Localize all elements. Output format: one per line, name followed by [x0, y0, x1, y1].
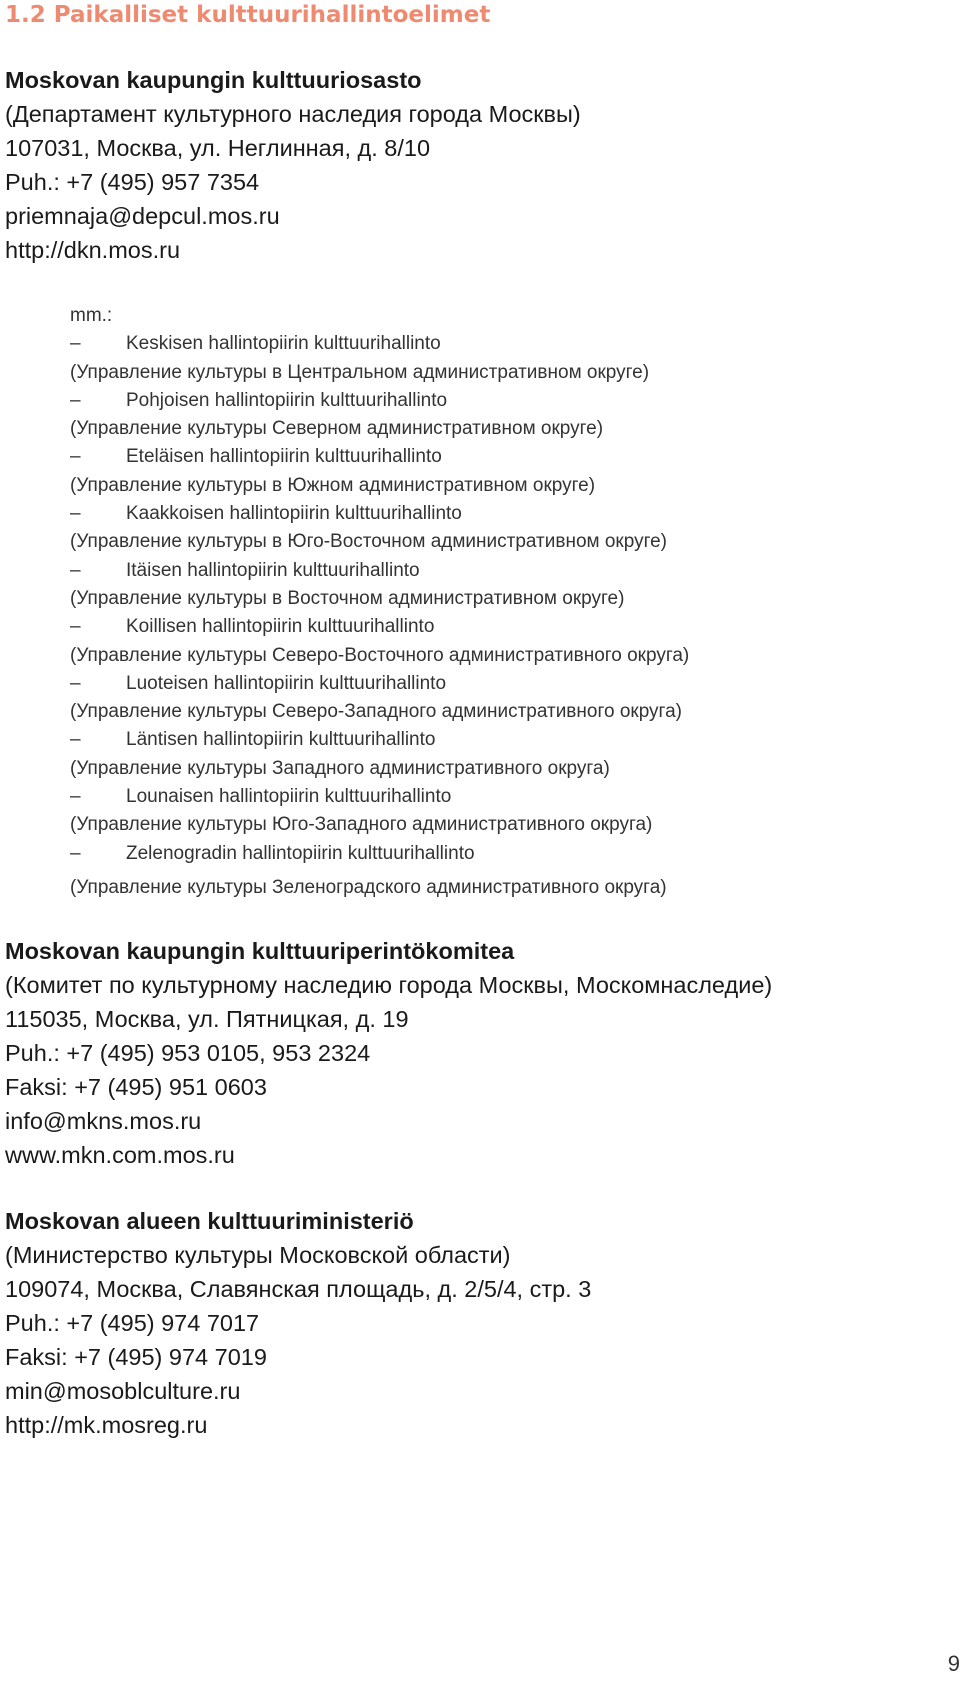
org1-russian-name: (Департамент культурного наследия города Москвы): [5, 101, 581, 127]
list-item-russian: (Управление культуры Юго-Западного административного округа): [70, 814, 653, 836]
org3-phone: Puh.: +7 (495) 974 7017: [5, 1310, 260, 1336]
list-item: – Keskisen hallintopiirin kulttuurihallinto: [70, 330, 930, 358]
org1-email: priemnaja@depcul.mos.ru: [5, 203, 280, 229]
dash-bullet: –: [70, 672, 81, 694]
org3-address: 109074, Москва, Славянская площадь, д. 2/5/4, стр. 3: [5, 1276, 592, 1302]
org2-fax: Faksi: +7 (495) 951 0603: [5, 1074, 267, 1100]
list-item-russian: (Управление культуры Северном административном округе): [70, 418, 604, 440]
org2-name: Moskovan kaupungin kulttuuriperintökomitea: [5, 938, 515, 964]
list-item: – Koillisen hallintopiirin kulttuurihallinto: [70, 613, 930, 641]
list-item: – Pohjoisen hallintopiirin kulttuurihallinto: [70, 387, 930, 415]
org1-phone: Puh.: +7 (495) 957 7354: [5, 169, 260, 195]
list-item-russian: (Управление культуры Зеленоградского административного округа): [70, 876, 667, 898]
dash-bullet: –: [70, 842, 81, 864]
org3-block: [5, 1204, 591, 1442]
list-item-russian: (Управление культуры в Юго-Восточном административном округе): [70, 531, 667, 553]
dash-bullet: –: [70, 389, 81, 411]
list-item: – Luoteisen hallintopiirin kulttuurihallinto: [70, 670, 930, 698]
list-item-russian: (Управление культуры в Южном административном округе): [70, 474, 596, 496]
dash-bullet: –: [70, 446, 81, 468]
org3-russian-name: (Министерство культуры Московской области): [5, 1242, 511, 1268]
list-item-russian: (Управление культуры Северо-Западного административного округа): [70, 701, 682, 723]
page-number: 9: [947, 1651, 960, 1676]
list-item: – Eteläisen hallintopiirin kulttuurihallinto: [70, 443, 930, 471]
org2-russian-name: (Комитет по культурному наследию города Москвы, Москомнаследие): [5, 972, 773, 998]
list-item: – Läntisen hallintopiirin kulttuurihallinto: [70, 726, 930, 754]
list-item: – Zelenogradin hallintopiirin kulttuurihallinto: [70, 840, 930, 868]
list-item: – Lounaisen hallintopiirin kulttuurihallinto: [70, 783, 930, 811]
dash-bullet: –: [70, 333, 81, 355]
dash-bullet: –: [70, 616, 81, 638]
dash-bullet: –: [70, 729, 81, 751]
subunits-intro: mm.:: [70, 305, 113, 326]
section-heading: 1.2 Paikalliset kulttuurihallintoelimet: [5, 2, 491, 28]
dash-bullet: –: [70, 786, 81, 808]
list-item-russian: (Управление культуры Северо-Восточного административного округа): [70, 644, 690, 666]
org3-website: http://mk.mosreg.ru: [5, 1412, 208, 1438]
org2-website: www.mkn.com.mos.ru: [5, 1142, 235, 1168]
org2-email: info@mkns.mos.ru: [5, 1108, 202, 1134]
list-item-russian: (Управление культуры Западного административного округа): [70, 757, 610, 779]
dash-bullet: –: [70, 559, 81, 581]
org1-name: Moskovan kaupungin kulttuuriosasto: [5, 67, 422, 93]
list-item: – Kaakkoisen hallintopiirin kulttuurihallinto: [70, 500, 930, 528]
org1-block: [5, 63, 581, 267]
org2-block: [5, 934, 772, 1172]
org2-address: 115035, Москва, ул. Пятницкая, д. 19: [5, 1006, 409, 1032]
list-item-russian: (Управление культуры в Восточном административном округе): [70, 587, 625, 609]
org2-phone: Puh.: +7 (495) 953 0105, 953 2324: [5, 1040, 371, 1066]
list-item: – Itäisen hallintopiirin kulttuurihallinto: [70, 557, 930, 585]
org3-email: min@mosoblculture.ru: [5, 1378, 241, 1404]
org1-address: 107031, Москва, ул. Неглинная, д. 8/10: [5, 135, 431, 161]
org1-subunits-list: [70, 302, 930, 902]
org3-fax: Faksi: +7 (495) 974 7019: [5, 1344, 267, 1370]
org1-website: http://dkn.mos.ru: [5, 237, 181, 263]
list-item-russian: (Управление культуры в Центральном административном округе): [70, 361, 650, 383]
org3-name: Moskovan alueen kulttuuriministeriö: [5, 1208, 414, 1234]
dash-bullet: –: [70, 503, 81, 525]
